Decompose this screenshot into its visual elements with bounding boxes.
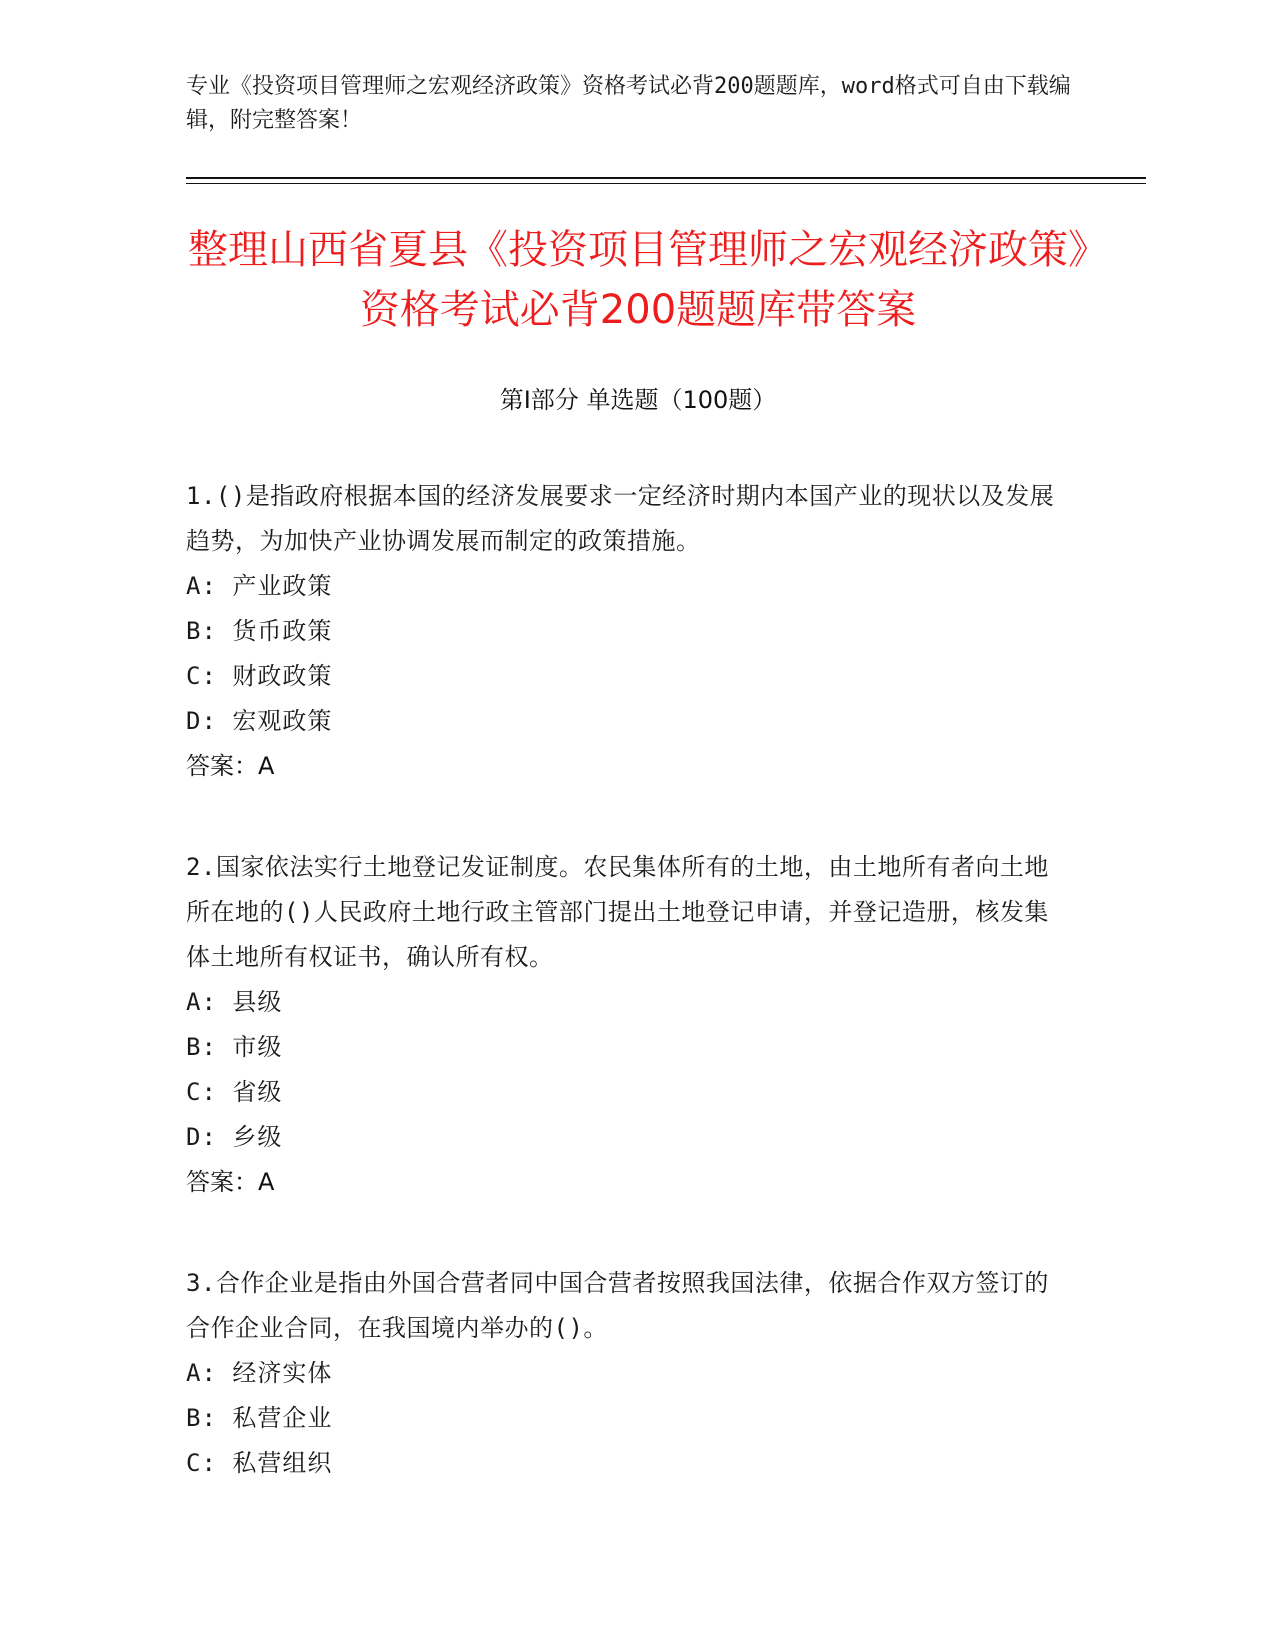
option-a: A: 县级 [186, 988, 283, 1016]
header-note: 专业《投资项目管理师之宏观经济政策》资格考试必背200题题库，word格式可自由下载编辑，附完整答案！ [186, 74, 1071, 133]
option-b: B: 市级 [186, 1033, 283, 1061]
option-b: B: 货币政策 [186, 617, 333, 645]
section-title: 第Ⅰ部分 单选题（100题） [499, 386, 777, 414]
question-list [186, 474, 1066, 1542]
option-c: C: 私营组织 [186, 1449, 333, 1477]
header-divider-thin [186, 183, 1146, 184]
question-1 [186, 474, 1066, 789]
option-a: A: 产业政策 [186, 572, 333, 600]
question-2 [186, 845, 1066, 1205]
option-b: B: 私营企业 [186, 1404, 333, 1432]
option-c: C: 财政政策 [186, 662, 333, 690]
question-stem: 2.国家依法实行土地登记发证制度。农民集体所有的土地，由土地所有者向土地所在地的()人民政府土地行政主管部门提出土地登记申请，并登记造册，核发集体土地所有权证书，确认所有权。 [186, 853, 1049, 971]
answer: 答案：A [186, 752, 275, 780]
question-stem: 3.合作企业是指由外国合营者同中国合营者按照我国法律，依据合作双方签订的合作企业合同，在我国境内举办的()。 [186, 1269, 1049, 1342]
document-title: 整理山西省夏县《投资项目管理师之宏观经济政策》资格考试必背200题题库带答案 [188, 227, 1088, 333]
header-divider-thick [186, 177, 1146, 179]
option-d: D: 乡级 [186, 1123, 283, 1151]
option-a: A: 经济实体 [186, 1359, 333, 1387]
answer: 答案：A [186, 1168, 275, 1196]
option-c: C: 省级 [186, 1078, 283, 1106]
option-d: D: 宏观政策 [186, 707, 333, 735]
question-3 [186, 1261, 1066, 1486]
question-stem: 1.()是指政府根据本国的经济发展要求一定经济时期内本国产业的现状以及发展趋势，为加快产业协调发展而制定的政策措施。 [186, 482, 1055, 555]
